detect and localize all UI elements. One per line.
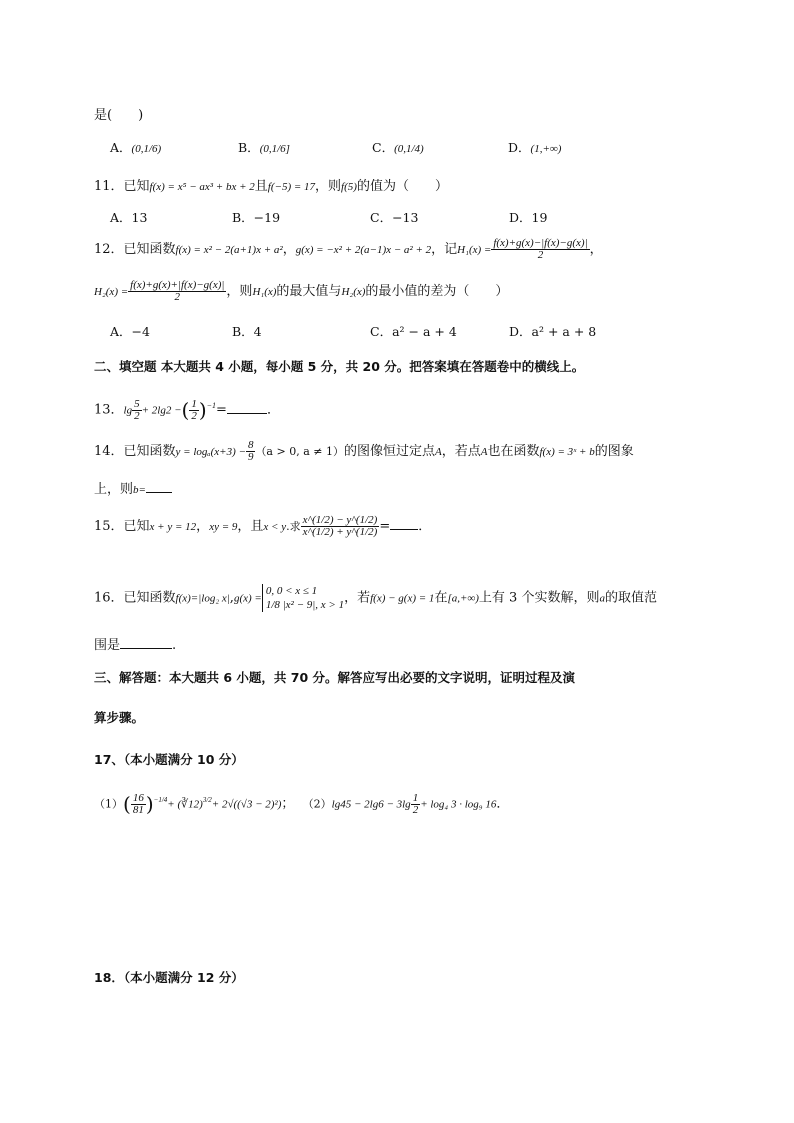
q14-text4: 的图象 [594,444,634,459]
q11-f5: f(5) [341,181,357,193]
q12-g: g(x) = −x² + 2(a−1)x − a² + 2 [295,244,432,256]
q16-f: f(x)=|log₂ x| [175,592,230,605]
right-paren: ) [198,398,207,422]
q12-option-d: D．a² + a + 8 [509,324,597,339]
fraction-numerator: 8 [247,439,254,451]
q14-b: b= [133,484,146,496]
q17-part1-c: + 2√((√3 − 2)²) [211,798,282,811]
q14-fraction [246,440,256,463]
option-value: (0,1/4) [394,143,424,155]
q10-option-a [110,138,161,156]
q16-eq: f(x) − g(x) = 1 [370,592,435,605]
option-value: (0,1/6] [259,143,290,155]
q11-option-c: C．−13 [370,210,419,225]
q17-part2-fraction [411,793,421,816]
section-2-heading: 二、填空题 本大题共 4 小题，每小题 5 分，共 20 分。把答案填在答题卷中的横线上。 [94,359,585,374]
option-value: (1,+∞) [530,143,562,155]
q16-g-case1: 0, 0 < x ≤ 1 [265,585,318,597]
q16-text4: 的取值范 [604,590,657,606]
q12-stem-line1: 12．已知函数f(x) = x² − 2(a+1)x + a²，g(x) = −x² + 2(a−1)x − a² + 2，记H₁(x) = $\frac{f(x)+g(x)-|f(x)-g(x)|}{2}$ ， [94,237,603,261]
q17-part1-b: + (∛12) [167,798,203,811]
option-label: A． [110,140,132,155]
q12-text2b: 的最大值与 [276,284,342,299]
q10-option-b [238,138,290,156]
q16-text3: 上有 3 个实数解，则 [478,590,600,606]
q16-prefix: 16．已知函数 [94,590,176,606]
q14-text2: ，若点 [441,444,481,459]
fraction-numerator: 16 [132,791,144,804]
q16-g-brace [262,584,344,612]
q11-option-d: D．19 [509,210,548,225]
q14-f: f(x) = 3ˣ + b [539,446,595,458]
fraction-denominator: 2 [134,409,140,422]
fraction-denominator: 2 [537,249,544,261]
q12-stem-line2 [94,280,508,303]
q14-prefix: 14．已知函数 [94,444,176,459]
q17-part1-fraction [131,793,146,816]
q10-option-d [508,138,561,156]
q17-separator: ； [281,796,295,812]
q16-line2-text: 围是 [94,638,121,653]
q12-h1-lhs: H₁(x) = [457,244,492,256]
fraction-denominator: 9 [247,451,254,463]
q14-text: 的图像恒过定点 [343,444,435,459]
q16-text2: 在 [434,590,448,606]
q12-note: ，记 [431,242,458,257]
q13-answer-blank[interactable] [227,401,267,414]
q16-end: . [172,638,177,653]
left-paren: ( [181,398,190,422]
q12-h2-fraction [128,280,226,303]
option-value: (0,1/6) [131,143,162,155]
q15-text: ，且 [237,519,264,534]
q14-line2 [94,478,172,497]
q16-g-lhs: g(x) = [233,592,262,605]
q14-text3: 也在函数 [487,444,540,459]
q15-c1: x + y = 12 [149,521,197,533]
q11-option-b: B．−19 [232,210,281,225]
q10-option-c [372,138,424,156]
q17-part1-exponent: −1/4 [153,796,168,805]
q11-suffix1: ，则 [315,179,342,194]
fraction-numerator: x^(1/2) − y^(1/2) [302,514,378,526]
q14-answer-blank[interactable] [146,480,172,493]
option-label: C． [372,140,395,155]
q11-stem [94,175,448,194]
q12-h2-lhs: H₂(x) = [94,286,129,298]
section-3-heading-line1: 三、解答题：本大题共 6 小题，共 70 分。解答应写出必要的文字说明，证明过程及演 [94,670,576,685]
q16-line2 [94,634,176,653]
q14-function: y = logₐ(x+3) − [175,446,246,458]
fraction-numerator: 5 [134,397,140,410]
right-paren: ) [145,792,154,816]
q14-point-a2: A [480,446,488,458]
q14-line2-text: 上，则 [94,482,134,497]
q17-parts [94,792,509,816]
fraction-numerator: f(x)+g(x)+|f(x)−g(x)| [130,279,225,291]
q12-h2: H₂(x) [341,286,366,298]
q15-fraction [301,515,380,538]
q12-option-b: B．4 [232,324,262,339]
q15-ask: .求 [286,520,301,533]
fraction-denominator: 2 [174,291,181,303]
q11-prefix: 11．已知 [94,179,150,194]
fraction-numerator: 1 [412,791,419,804]
q15-c2: xy = 9 [209,521,238,533]
section-3-heading-line2: 算步骤。 [94,710,145,725]
fraction-numerator: 1 [191,397,197,410]
q15-answer-blank[interactable] [390,517,418,530]
q12-h1: H₁(x) [252,286,277,298]
q14-point-a: A [434,446,442,458]
q13-middle: + 2lg2 − [141,404,182,417]
q13-half [189,399,199,422]
fraction-denominator: 2 [412,803,419,816]
q13-lg: lg [123,404,133,417]
q16-a: a [599,592,605,605]
q15: 15．已知x + y = 12，xy = 9，且x < y.求 $\frac{x\^{}(1/2) - y\^{}(1/2)}{x\^{}(1/2) + y\^{}(1/2)}$ = ． [94,514,432,538]
q13-eq: = [216,402,227,418]
q13-exponent: −1 [206,401,217,411]
fraction-denominator: 81 [132,803,144,816]
q16-interval: [a,+∞) [447,592,479,605]
left-paren: ( [123,792,131,816]
q12-text2a: ，则 [226,284,253,299]
q13-prefix: 13． [94,402,124,418]
q17-part1-b-exponent: 3/2 [202,796,212,805]
option-label: D． [508,140,531,155]
q17-title: 17、（本小题满分 10 分） [94,752,244,767]
option-label: B． [238,140,260,155]
q16-text1: ，若 [344,590,371,606]
q16-answer-blank[interactable] [120,636,172,649]
fraction-numerator: f(x)+g(x)−|f(x)−g(x)| [493,237,588,249]
q12-option-c: C．a² − a + 4 [370,324,457,339]
q18-title: 18．（本小题满分 12 分） [94,970,244,985]
q12-option-a: A．−4 [110,324,150,339]
q13-end: ． [266,402,280,418]
q17-part2-label: （2） [302,797,332,811]
q15-eq: = [379,519,391,534]
q16-g-case2: 1/8 |x² − 9|, x > 1 [265,599,345,611]
q11-option-a: A．13 [110,210,148,225]
q15-c3: x < y [263,521,287,533]
q11-condition: f(−5) = 17 [267,181,316,193]
q13-fraction [132,399,142,422]
q11-mid: 且 [254,179,268,194]
q16-line1: 16．已知函数f(x)=|log₂ x|,g(x) = 0, 0 < x ≤ 1 1/8 |x² − 9|, x > 1 ，若f(x) − g(x) = 1在[a,+∞)上有 3 个实数解，则a的取值范 [94,585,657,611]
q12-text2c: 的最小值的差为（ ） [365,284,509,299]
q12-f: f(x) = x² − 2(a+1)x + a² [175,244,283,256]
q17-end: ． [496,796,510,812]
q17-part2-b: + log₄ 3 · log₉ 16 [420,798,497,811]
q14-condition: （a > 0, a ≠ 1） [255,445,344,458]
q17-part1-label: （1） [94,797,123,811]
q14-line1 [94,440,634,463]
q12-h1-fraction [491,238,589,261]
q11-suffix2: 的值为（ ） [356,179,448,194]
fraction-denominator: x^(1/2) + y^(1/2) [302,526,378,538]
q13 [94,398,280,422]
q10-tail: 是( ) [94,108,144,123]
q17-part2-a: lg45 − 2lg6 − 3lg [331,798,411,811]
fraction-denominator: 2 [191,409,197,422]
q11-function: f(x) = x⁵ − ax³ + bx + 2 [149,181,255,193]
q15-prefix: 15．已知 [94,519,150,534]
q12-prefix: 12．已知函数 [94,242,176,257]
q15-end: ． [418,519,432,534]
